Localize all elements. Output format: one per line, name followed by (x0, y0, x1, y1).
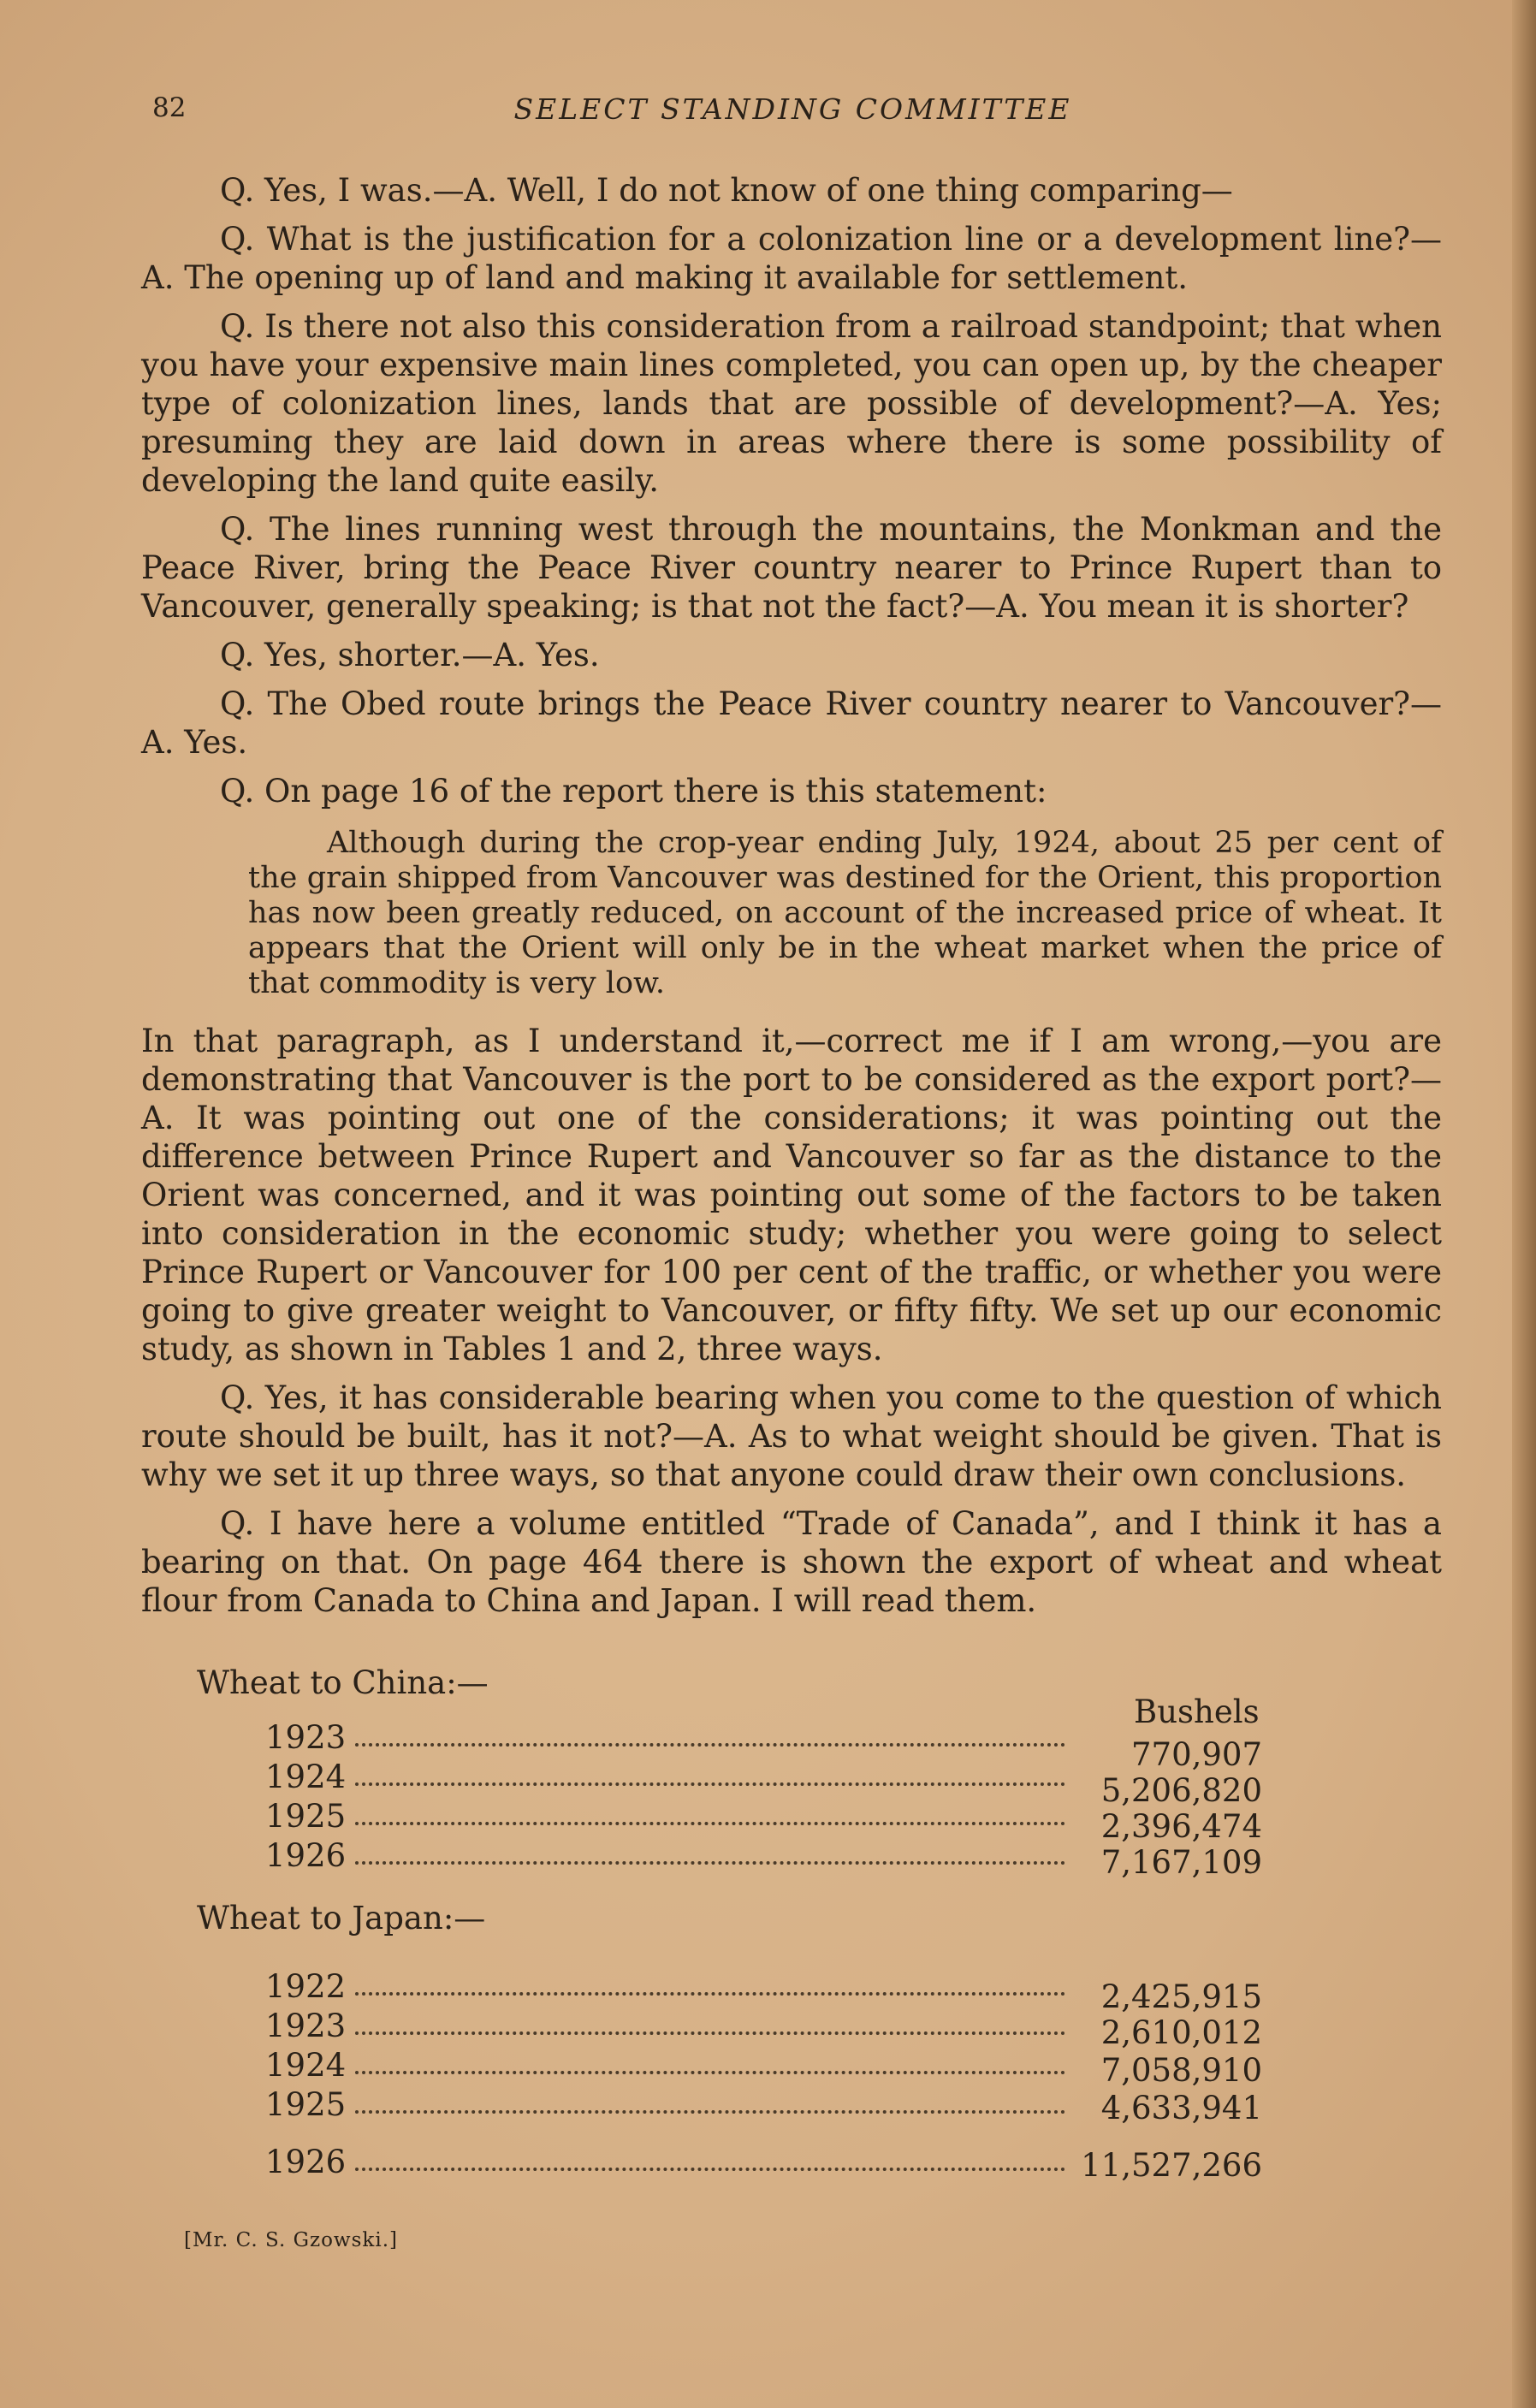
paragraph: Q. Yes, I was.—A. Well, I do not know of one thing comparing— (220, 172, 1233, 209)
speaker-footnote: [Mr. C. S. Gzowski.] (184, 2229, 398, 2251)
table-row (265, 1759, 1262, 1809)
row-year: 1925 (265, 1798, 347, 1835)
dot-leader (355, 1861, 1065, 1865)
dot-leader (355, 1822, 1065, 1825)
row-year: 1925 (265, 2086, 347, 2123)
dot-leader (355, 1743, 1065, 1747)
row-bushels: 2,425,915 (1100, 1978, 1262, 2015)
page-header (152, 92, 1433, 144)
paragraph: Q. I have here a volume entitled “Trade of Canada”, and I think it has a bearing on that. On page 464 there is shown the export of wheat and wheat flour from Canada to China and Japan. I will read them. (141, 1505, 1442, 1619)
row-year: 1923 (265, 1719, 347, 1756)
row-bushels: 7,058,910 (1100, 2052, 1262, 2089)
page-spine-edge (1512, 0, 1536, 2408)
running-title: SELECT STANDING COMMITTEE (513, 92, 1072, 126)
table-row (265, 2008, 1262, 2051)
table-row (265, 2086, 1262, 2124)
paragraph: Q. Is there not also this consideration from a railroad standpoint; that when you have your expensive main lines completed, you can open up, by the cheaper type of colonization lines, lands that are possible of development?—A. Yes; presuming they are laid down in areas where there is some possibility of developing the land quite easily. (141, 308, 1442, 499)
row-bushels: 4,633,941 (1100, 2090, 1262, 2126)
table-row (265, 1719, 1262, 1773)
row-bushels: 5,206,820 (1100, 1772, 1262, 1809)
dot-leader (355, 2031, 1065, 2035)
dot-leader (355, 1992, 1065, 1996)
row-year: 1923 (265, 2008, 347, 2044)
paragraph: Q. Yes, shorter.—A. Yes. (220, 637, 600, 673)
dot-leader (355, 2168, 1065, 2171)
table-row (265, 2144, 1262, 2184)
paragraph: Q. What is the justification for a colonization line or a development line?—A. The opening up of land and making it available for settlement. (141, 221, 1442, 296)
row-year: 1926 (265, 2144, 347, 2180)
row-year: 1924 (265, 2047, 347, 2084)
paragraph: Q. The Obed route brings the Peace River country nearer to Vancouver?—A. Yes. (141, 685, 1442, 761)
dot-leader (355, 1782, 1065, 1786)
dot-leader (355, 2071, 1065, 2074)
row-bushels: 2,396,474 (1100, 1808, 1262, 1845)
row-bushels: 7,167,109 (1100, 1844, 1262, 1881)
body-text (141, 171, 1442, 1630)
row-year: 1926 (265, 1837, 347, 1874)
china-heading: Wheat to China:— (197, 1664, 489, 1701)
paragraph: Q. On page 16 of the report there is this statement: (220, 773, 1047, 810)
row-bushels: 2,610,012 (1100, 2014, 1262, 2051)
row-bushels: 11,527,266 (1081, 2147, 1262, 2184)
bushels-column-label: Bushels (1134, 1693, 1260, 1730)
table-row (265, 2047, 1262, 2089)
paragraph: Q. Yes, it has considerable bearing when you come to the question of which route should be built, has it not?—A. As to what weight should be given. That is why we set it up three ways, so that anyone could draw their own conclusions. (141, 1379, 1442, 1493)
table-row (265, 1837, 1262, 1881)
paragraph: In that paragraph, as I understand it,—correct me if I am wrong,—you are demonstrating that Vancouver is the port to be considered as the export port?—A. It was pointing out one of the considerations; it was pointing out the difference between Prince Rupert and Vancouver so far as the distance to the Orient was concerned, and it was pointing out some of the factors to be taken into consideration in the economic study; whether you were going to select Prince Rupert or Vancouver for 100 per cent of the traffic, or whether you were going to give greater weight to Vancouver, or fifty fifty. We set up our economic study, as shown in Tables 1 and 2, three ways. (141, 1023, 1442, 1367)
dot-leader (355, 2110, 1065, 2114)
table-row (265, 1968, 1262, 2015)
table-row (265, 1798, 1262, 1845)
row-year: 1924 (265, 1759, 347, 1795)
row-bushels: 770,907 (1130, 1736, 1262, 1773)
block-quotation: Although during the crop-year ending July, 1924, about 25 per cent of the grain shipped from Vancouver was destined for the Orient, this proportion has now been greatly reduced, on account of the increased price of wheat. It appears that the Orient will only be in the wheat market when the price of that commodity is very low. (248, 826, 1442, 1000)
paragraph: Q. The lines running west through the mountains, the Monkman and the Peace River, bring the Peace River country nearer to Prince Rupert than to Vancouver, generally speaking; is that not the fact?—A. You mean it is shorter? (141, 511, 1442, 625)
row-year: 1922 (265, 1968, 347, 2005)
japan-heading: Wheat to Japan:— (197, 1900, 486, 1936)
page-number: 82 (152, 92, 187, 123)
